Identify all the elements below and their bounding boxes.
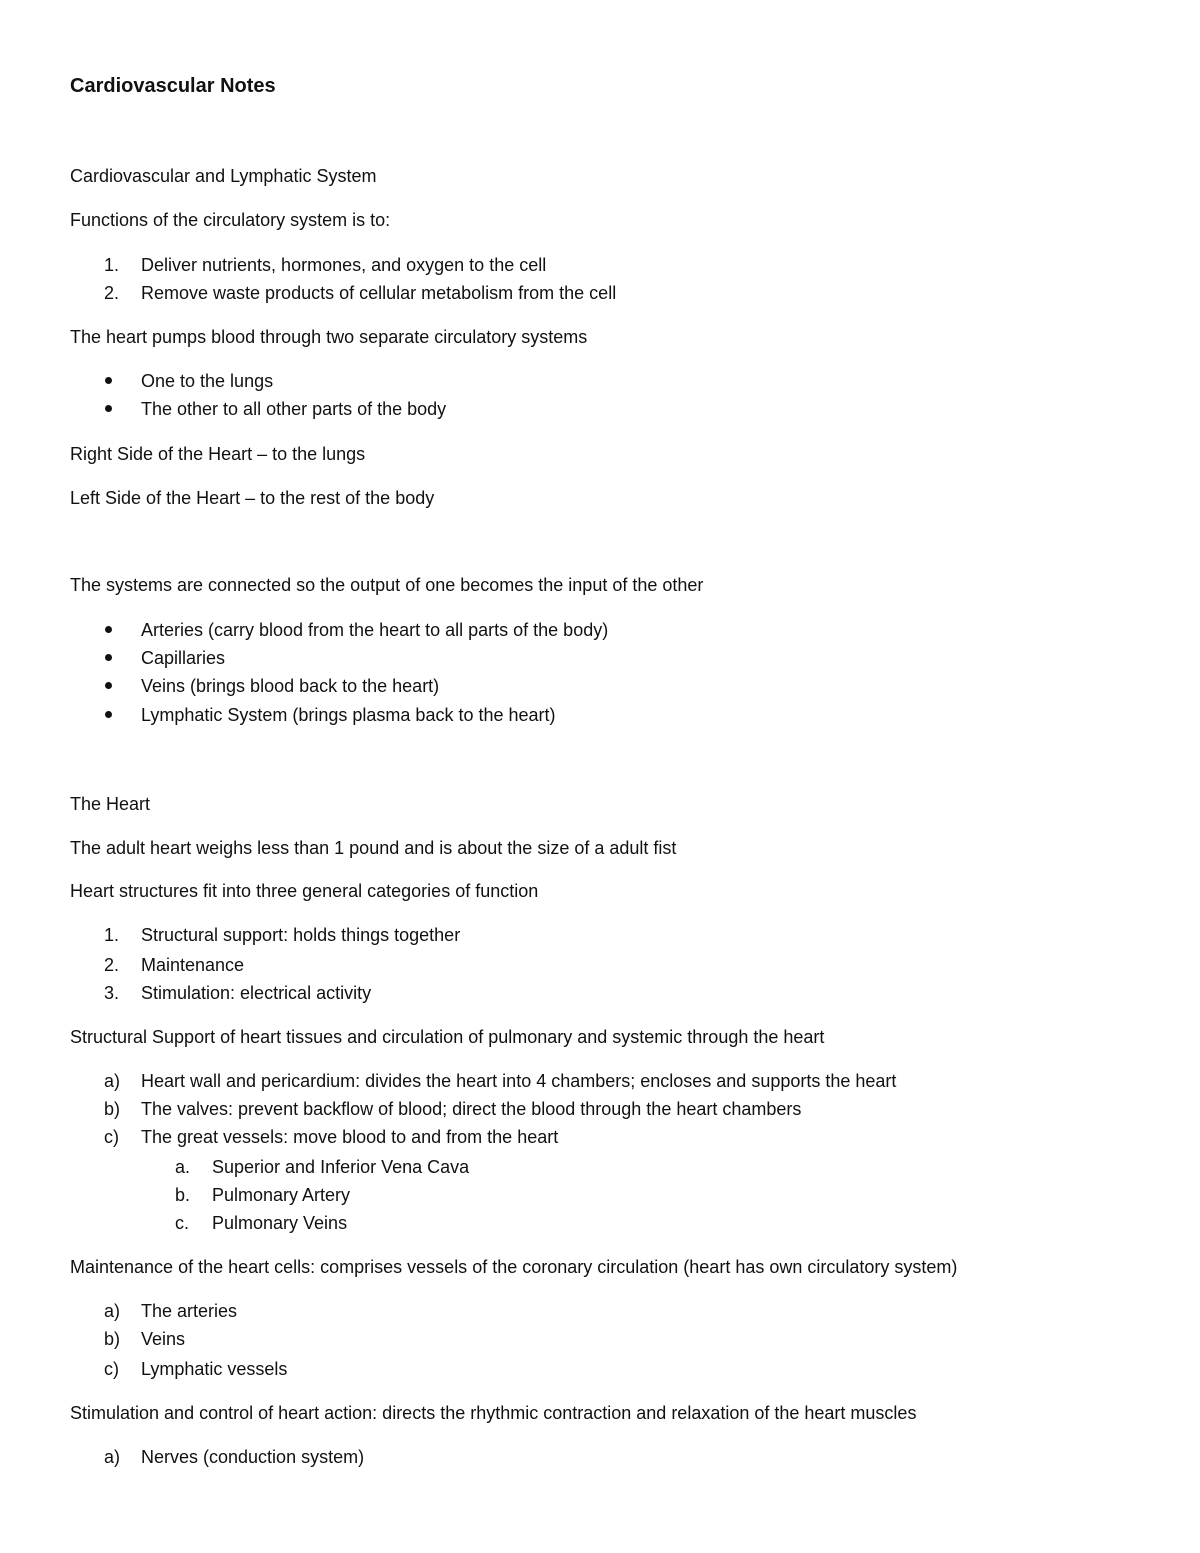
list-item: Structural support: holds things together [141, 925, 461, 945]
bullet-icon [105, 405, 112, 412]
document-title: Cardiovascular Notes [70, 75, 276, 97]
list-marker: a) [104, 1447, 121, 1467]
list-item: Veins (brings blood back to the heart) [141, 676, 440, 696]
list-item: Remove waste products of cellular metabolism from the cell [141, 283, 617, 303]
list-marker: 3. [104, 983, 120, 1003]
list-item: Stimulation: electrical activity [141, 983, 372, 1003]
section-heading: The Heart [70, 794, 151, 814]
list-item: Superior and Inferior Vena Cava [212, 1157, 470, 1177]
list-item: Veins [141, 1329, 186, 1349]
list-marker: 2. [104, 283, 120, 303]
list-item: Lymphatic vessels [141, 1359, 288, 1379]
bullet-icon [105, 626, 112, 633]
list-marker: a. [175, 1157, 191, 1177]
paragraph: Maintenance of the heart cells: comprises vessels of the coronary circulation (heart has own circulatory system) [70, 1257, 958, 1277]
list-marker: 1. [104, 925, 120, 945]
list-marker: a) [104, 1071, 121, 1091]
paragraph: Stimulation and control of heart action: directs the rhythmic contraction and relaxation of the heart muscles [70, 1403, 917, 1423]
list-item: The valves: prevent backflow of blood; direct the blood through the heart chambers [141, 1099, 802, 1119]
list-marker: a) [104, 1301, 121, 1321]
list-item: Deliver nutrients, hormones, and oxygen to the cell [141, 255, 547, 275]
list-item: Capillaries [141, 648, 226, 668]
list-item: Lymphatic System (brings plasma back to the heart) [141, 705, 556, 725]
bullet-icon [105, 654, 112, 661]
paragraph: The systems are connected so the output of one becomes the input of the other [70, 575, 704, 595]
list-item: Arteries (carry blood from the heart to all parts of the body) [141, 620, 609, 640]
section-heading: Cardiovascular and Lymphatic System [70, 166, 377, 186]
paragraph: Structural Support of heart tissues and circulation of pulmonary and systemic through the heart [70, 1027, 825, 1047]
list-item: Nerves (conduction system) [141, 1447, 365, 1467]
list-item: One to the lungs [141, 371, 274, 391]
list-item: Pulmonary Artery [212, 1185, 351, 1205]
bullet-icon [105, 711, 112, 718]
list-item: The arteries [141, 1301, 238, 1321]
list-item: The great vessels: move blood to and from the heart [141, 1127, 559, 1147]
paragraph: The heart pumps blood through two separate circulatory systems [70, 327, 588, 347]
paragraph: Functions of the circulatory system is to: [70, 210, 391, 230]
paragraph: Left Side of the Heart – to the rest of the body [70, 488, 435, 508]
list-marker: 2. [104, 955, 120, 975]
paragraph: Heart structures fit into three general categories of function [70, 881, 539, 901]
list-marker: b) [104, 1099, 121, 1119]
list-item: Pulmonary Veins [212, 1213, 348, 1233]
bullet-icon [105, 682, 112, 689]
list-item: Heart wall and pericardium: divides the heart into 4 chambers; encloses and supports the heart [141, 1071, 897, 1091]
list-item: The other to all other parts of the body [141, 399, 447, 419]
list-marker: c) [104, 1359, 119, 1379]
bullet-icon [105, 377, 112, 384]
list-marker: b) [104, 1329, 121, 1349]
list-item: Maintenance [141, 955, 245, 975]
paragraph: The adult heart weighs less than 1 pound and is about the size of a adult fist [70, 838, 677, 858]
list-marker: c) [104, 1127, 119, 1147]
list-marker: b. [175, 1185, 191, 1205]
list-marker: c. [175, 1213, 190, 1233]
list-marker: 1. [104, 255, 120, 275]
paragraph: Right Side of the Heart – to the lungs [70, 444, 366, 464]
